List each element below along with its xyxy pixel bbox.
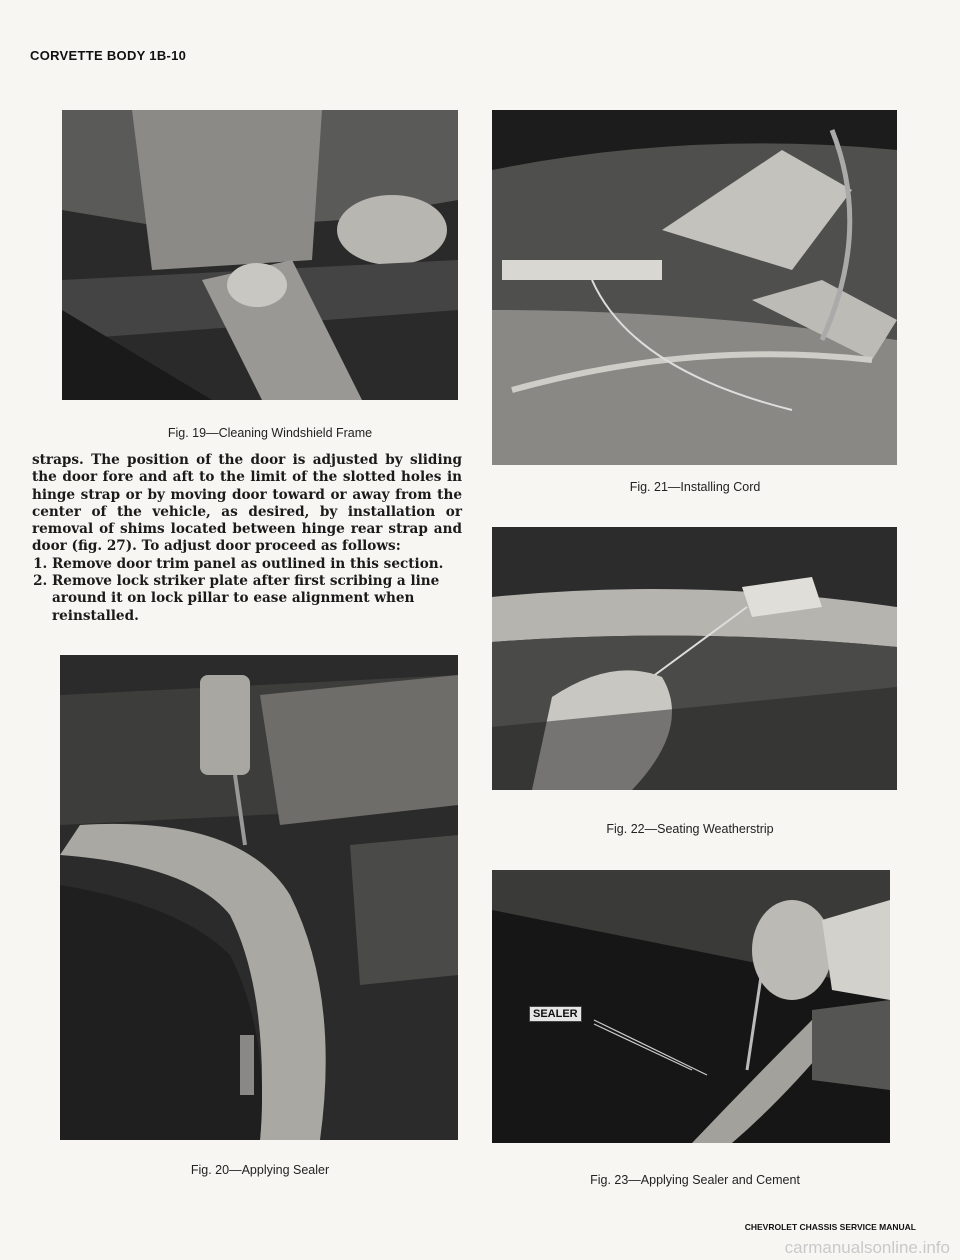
figure-23-photo <box>492 870 890 1143</box>
step-item: 1. Remove door trim panel as outlined in this section. <box>52 556 462 573</box>
step-item: 2. Remove lock striker plate after first scribing a line around it on lock pillar to ease alignment when reinstalled. <box>52 573 462 625</box>
figure-22-photo <box>492 527 897 790</box>
figure-21-caption: Fig. 21—Installing Cord <box>629 480 761 494</box>
site-watermark: carmanualsonline.info <box>784 1238 950 1257</box>
figure-21-photo <box>492 110 897 465</box>
figure-22-caption: Fig. 22—Seating Weatherstrip <box>606 822 774 836</box>
body-paragraph: straps. The position of the door is adjusted by sliding the door fore and aft to the limit of the slotted holes in hinge strap or by moving door toward or away from the center of the vehicle, as desired, by installation or removal of shims located between hinge rear strap and door (fig. 27). To adjust door proceed as follows: <box>32 452 462 555</box>
page-footer: CHEVROLET CHASSIS SERVICE MANUAL <box>744 1222 916 1232</box>
figure-23-caption: Fig. 23—Applying Sealer and Cement <box>590 1173 800 1187</box>
figure-20-caption: Fig. 20—Applying Sealer <box>190 1163 330 1177</box>
sealer-callout-label: SEALER <box>529 1006 582 1022</box>
body-text <box>32 452 462 625</box>
figure-19-photo <box>62 110 458 400</box>
figure-19-caption: Fig. 19—Cleaning Windshield Frame <box>167 426 373 440</box>
page-header: CORVETTE BODY 1B-10 <box>30 48 187 63</box>
procedure-steps <box>32 556 462 625</box>
figure-20-photo <box>60 655 458 1140</box>
